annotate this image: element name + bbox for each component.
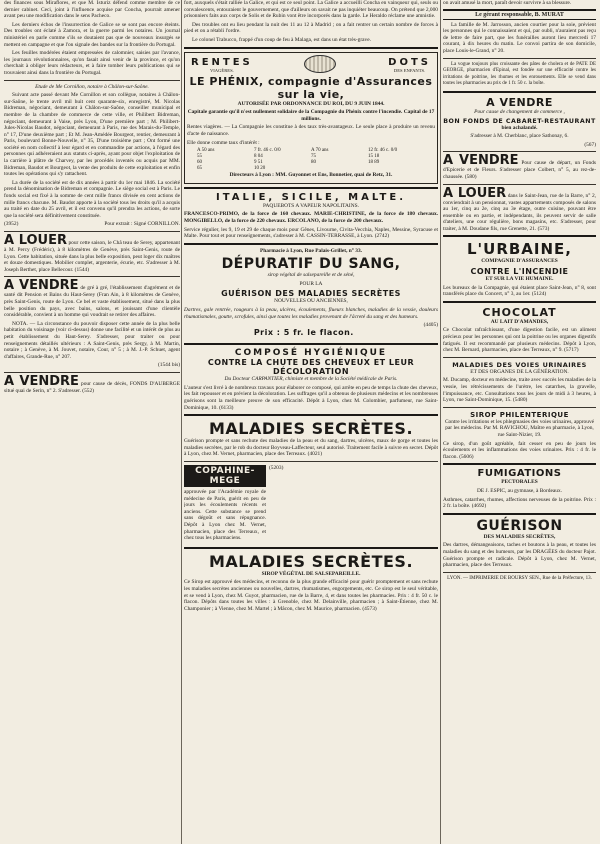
rate-cell: A 50 ans [197,148,215,154]
paragraph: La famille de M. Jarrosson, ancien courtier pour la soie, prévient les personnes qui le connaissaient et qui, par oubli, n'auraient pas reçu de lettre de faire part, que les funérailles auront lieu mercredi 17 courant, à dix heures du matin. Le convoi partira de son domicile, place Louis-le-Grand, n° 20. [443,21,596,54]
voies-number: (5480) [512,397,528,404]
pharmacie-line: Pharmacie à Lyon, Rue Palais-Grillet, n° 33. [259,247,363,254]
fumigations-subtitle: PECTORALES [501,479,538,486]
ad-number: (580) [464,173,477,180]
rate-cell: 18 89 [368,160,380,166]
divider [184,187,438,189]
dots-block [388,57,431,73]
imprimerie-line: LYON. — IMPRIMERIE DE BOURSY SEN., Rue de la Préfecture, 13. [447,575,592,581]
phenix-body: Rentes viagères. — La Compagnie les constitue à des taux très-avantageux. Le seule place à produire un revenu d'acte de naissance. [187,124,435,137]
fumigations-text: Asthmes, catarrhes, rhumes, affections nerveuses de la poitrine. Prix : 2 fr. la boîte. [443,496,596,510]
left-column [4,0,180,397]
rate-cell: 60 [197,160,202,166]
sirop-body: Contre les irritations et les phlegmasies des voies urinaires, approuvé par les médecins. Par M. RAVICHOU, Maître en pharmacie, à Lyon, rue Saint-Nizier, 19. [444,418,595,438]
divider [4,80,180,81]
depuratif-body: Dartres, gale rentrée, rougeurs à la peau, ulcères, écoulements, flueurs blanches, maladies de la vessie, douleurs rhumatismales, goutte, scrofules, ainsi que toutes les maladies provenant de l'âcreté du sang et des humeurs. [184,307,438,320]
depuratif-by: POUR LA [299,280,323,287]
guerison-title: GUÉRISON [476,517,563,534]
compose-text: L'auteur s'est livré à de nombreux travaux pour élaborer ce composé, qui arrête en peu de temps la chute des cheveux, les fait repousser et en prévient la décoloration. Les suffrages qu'il a obtenus de plusieurs médecins et les nombreuses guérisons sont la meilleure preuve de son efficacité. Dépôt à Lyon, chez M. Colombier, parfumeur, rue Saint-Dominique, 10. [184,384,438,411]
fumigations-body [443,497,596,510]
vendre-title: A VENDRE [486,95,553,109]
sirop-text: Ce sirop, d'un goût agréable, fait cesser en peu de jours les écoulements et les inflammations des voies urinaires. Prix : 4 fr. le flacon. [443,440,596,460]
phoenix-emblem-icon [304,55,336,73]
rate-cell: 10 20 [254,166,266,172]
depuratif-title: DÉPURATIF DU SANG, [221,256,401,273]
rate-cell: 9 51 [254,160,263,166]
fumigations-title: FUMIGATIONS [477,468,562,480]
column-rule [181,0,182,844]
right-column [443,0,596,584]
depuratif-number: (4405) [423,322,438,329]
left-top-paragraph: des finances sous Miraflores, et que M. Isturiz défend comme membre de ce dernier cabinet. Ceci, joint à l'influence acquise par Concha, pourrait amener avant peu une modification dans le sens Pacheco. [4,0,180,20]
ad-body: pour cause de décès, FONDS D'AUBERGE situé quai de Serin, n° 2. S'adresser. [4,380,180,394]
middle-column [184,0,438,614]
chocolat-subtitle: AU LAIT D'AMANDES, [490,318,549,325]
ad-lead: A LOUER [4,233,68,248]
chocolat-body [443,327,596,353]
rate-cell: 15 18 [368,154,380,160]
etude-number: (3952) [4,221,19,228]
ad-lead: A LOUER [443,185,507,201]
phenix-directors: Directeurs à Lyon : MM. Guyonnet et Ens, Bonnetier, quai de Retz, 31. [229,172,393,179]
vendre-fonds: BON FONDS DE CABARET-RESTAURANT [443,117,596,125]
column-rule [440,0,441,844]
ad-body: pour cette saison, le Châ teau de Serey, appartenant à M. Percy (Frédéric), à 8 kilomètres de Genève, près Saint-Genis, route de Lyon. Cette habitation, située dans la plus belle exposition, peut loger dix maîtres et douze domestiques. Mobilier complet, argenterie, écurie, etc. S'adresser à M. Joseph Berthet, place Bellecour. [4,240,180,273]
paragraph: on avait amusé la mort, paraît devoir survivre à sa blessure. [443,0,572,6]
phenix-ad [184,52,438,184]
compose-subtitle: CONTRE LA CHUTE DES CHEVEUX ET LEUR DÉCOLORATION [207,358,415,377]
voies-text: M. Ducamp, docteur en médecine, traite avec succès les maladies de la vessie, les rétrécissements de l'urètre, les catarrhes, la gravelle, l'impuissance, etc. Consultations tous les jours de midi à 3 heures, à Lyon, rue Saint-Dominique, 15. [443,377,596,404]
ad-lead: A VENDRE [443,153,519,169]
phenix-title: LE PHÉNIX, compagnie d'Assurances sur la vie, [189,74,433,101]
divider [443,91,596,93]
paragraph: Le colonel Trabucco, frappé d'un coup de feu à Malaga, est dans un état très-grave. [192,36,371,43]
urbaine-subtitle: CONTRE L'INCENDIE [470,267,569,277]
chocolat-text: Ce Chocolat rafraîchissant, d'une digestion facile, est un aliment précieux pour les personnes qui ont la poitrine ou les organes digestifs fatigués. Il est recommandé par plusieurs médecins. Dépôt à Lyon, chez M. Bernard, pharmacien, place des Terreaux, n° 9. [443,327,596,354]
vendre-subtitle: Pour cause de changement de commerce , [474,108,565,115]
urbaine-subtitle: COMPAGNIE D'ASSURANCES [481,258,558,265]
fumigations-number: (4692) [471,503,487,510]
vendre-number: (567) [584,141,596,148]
voies-title: MALADIES DES VOIES URINAIRES [452,360,587,369]
italie-title: ITALIE, SICILE, MALTE. [215,191,407,203]
compose-by: Du Docteur CARPANTIER, chimiste et membre de la Société médicale de Paris. [224,376,398,383]
etude-signature [4,221,180,228]
fumigations-by: DE J. ESPIC, au gymnase, à Bordeaux. [476,487,563,494]
maladies2-number: (4573) [362,605,377,612]
ad-lead: A VENDRE [4,373,79,389]
depuratif-price-row [184,322,438,340]
paragraph: Les feuilles modérées étaient empressées de calomnier, saisies par l'avance, les journaux révolutionnaires, qu'on fasait ainsi venir de la province, et qu'on cherchait à obliger leurs rédacteurs, et à faire tomber leurs publications qui se trouvaient ainsi dans la frontière du Portugal. [4,50,180,76]
ad-number: (573) [537,225,550,232]
divider [443,463,596,465]
divider [443,513,596,515]
rate-cell: 65 [197,166,202,172]
ad-number: (1544) [74,266,90,273]
phenix-subtitle: AUTORISÉE PAR ORDONNANCE DU ROI, DU 9 JUIN 1844. [237,100,385,107]
dots-subtitle: DES ENFANTS. [393,67,426,73]
vendre-fonds-sub: bien achalandé. [501,124,538,131]
divider [184,343,438,345]
ad-body: Pour cause de départ, un Fonds d'Epicerie et de Fleurs. S'adresser place Colbert, n° 5, au rez-de-chaussée. [443,160,596,180]
paragraph: Des troubles ont eu lieu pendant la nuit des 11 au 12 à Madrid ; on a fait rentrer un certain nombre de forces à pied et on a rétabli l'ordre. [184,21,438,35]
paragraph: Les derniers échos de l'insurrection de Galice se se sont pas encore éteints. Des troubles ont éclaté à Zamora, et la guerre parmi les notaires. Un journal ministériel en parle comme s'ils se doutaient pas que de nouveaux insurgés se mettent en campagne et que l'on signale des bandes sur la frontière du Portugal. [4,21,180,48]
maladies-number: (4021) [307,451,323,458]
copahine-details [269,465,438,544]
rate-cell: 12 fr. 46 c. 0/0 [368,148,398,154]
rentes-title: RENTES [191,56,253,68]
sirop-number: (5606) [459,453,474,460]
maladies2-body [184,579,438,612]
paragraph: fort, auxquels s'était ralliée la Galice, et qui est ce seul point. La Galice a accueilli Concha en vainqueur qui, seuls ou convalescents, entouraient le gouvernement, que d'ailleurs on savait ne pas inquiéter beaucoup. On prétend que 2,000 prisonniers faits aux corps de Solis et de Rubin vont être incorporés dans la garde. Le Heraldo réclame une amnistie. [184,0,438,20]
dots-title: DOTS [388,56,431,68]
compose-title: COMPOSÉ HYGIÉNIQUE [234,348,388,359]
guerison-body: Des dartres, démangeaisons, taches et boutons à la peau, et toutes les maladies du sang et des humeurs, par les DRAGÉES du docteur Pajot. Guérison prompte et radicale. Dépôt à Lyon, chez M. Vernet, pharmacien, place des Terreaux. [443,542,596,569]
urbaine-title: L'URBAINE, [466,240,572,259]
copahine-ad [184,465,438,544]
ad-number: (552) [82,387,94,394]
divider [184,243,438,245]
divider [184,547,438,549]
copahine-number: (5203) [269,465,284,471]
etude-body: Suivant acte passé devant Me Cornillon et son collègue, notaires à Châlon-sur-Saône, le trente avril mil huit cent quarante-six, enregistré, M. Nicolas Bidreman, négociant, demeurant à Châlon-sur-Saône, conseiller municipal et membre de la chambre de commerce de cette ville, et Philibert Bidreman, négociant, demeurant à Vaise, près Lyon, D'une première part ; M. Philibert-Jules-Nicolas Baudot, négociant, demeurant à Paris, rue des Marais-du-Temple, n° 17, D'une deuxième part ; Et M. Jean-Amédée Bourgeot, rentier, demeurant à Paris, boulevard Bonne-Nouvelle, n° 35, D'une troisième part ; Ont formé une société en nom collectif à leur égard et en commandite par actions, à l'égard des personnes qui adhéreraient aux statuts ci-après, ayant pour objet l'exploitation de la carrière à plâtre de Charvey, par les procédés inventés ou acquis par MM. Bidreman, Baudot et Bourgeot, la vente des produits de cette exploitation et enfin toutes les opérations qui s'y rattachent. [4,92,180,178]
italie-text: Service régulier, les 9, 19 et 29 de chaque mois pour Gênes, Livourne, Civita-Vecchia, Naples, Messine, Syracuse et Malte. Pour tout et pour renseignements, s'adresser à M. CASSIN-TERRASSE, à Lyon. [184,226,438,240]
divider [443,407,596,408]
rate-cell: 80 [311,160,316,166]
phenix-capital: Capitale garantie qu'il n'est nullement solidaire de la Compagnie du Phénix contre l'incendie. Capital de 17 millions. [187,109,435,122]
divider [4,276,180,277]
rates-header: Elle donne comme taux d'intérêt : [187,139,260,146]
rate-cell: 7 fr. 46 c. 0/0 [254,148,281,154]
depuratif-price: Prix : 5 fr. le flacon. [253,328,354,338]
divider [443,357,596,358]
divider [443,572,596,573]
maladies2-text: Ce Sirop est approuvé des médecins, et reconnu de la plus grande efficacité pour guérir promptement et sans rechute les maladies secrètes anciennes ou nouvelles, dartres, rhumatismes, engorgements, etc. Ce sirop est le seul véritable, et se vend à Lyon, chez M. Guyot, pharmacien, rue de la Barre, 4, et dans toutes les pharmacies. Prix : 4 fr. 50 c. le flacon. Dépôts dans toutes les villes : à Grenoble, chez M. Delainville, pharmacien ; à Saint-Étienne, chez M. Champonier ; à Vienne, chez M. Martel ; à Mâcon, chez M. Maurice, pharmacien. [184,579,438,612]
italie-subtitle: PAQUEBOTS A VAPEUR NAPOLITAINS. [263,202,359,209]
rates-table [187,148,435,172]
ad-vendre [443,155,596,180]
maladies2-subtitle: SIROP VÉGÉTAL DE SALSEPAREILLE. [261,570,361,577]
voies-body [443,377,596,403]
copahine-title: COPAHINE-MEGE [184,465,266,487]
voies-subtitle: ET DES ORGANES DE LA GÉNÉRATION. [470,368,569,375]
sirop-title: SIROP PHILENTERIQUE [470,410,569,419]
compose-number: (6133) [219,404,234,411]
compose-body [184,385,438,411]
divider [443,301,596,303]
copahine-block [184,465,266,544]
vendre-address: S'adresser à M. Cherblanc, place Sathonay, 6. [470,133,569,140]
phenix-header [187,55,435,73]
divider [443,58,596,59]
guerison-subtitle: NOUVELLES OU ANCIENNES, [274,298,348,305]
guerison-title: GUÉRISON DES MALADIES SECRÈTES [221,289,401,299]
etude-signer: Pour extrait : Signé CORNILLON. [104,221,180,228]
copahine-body: approuvée par l'Académie royale de médecine de Paris, guérit en peu de jours les écoulements récents et anciens. Cette substance se prend sans dégoût et sans répugnance. Dépôt à Lyon chez M. Vernet, pharmacien, place des Terreaux, et chez tous les pharmaciens. [184,489,266,542]
gerant-line: Le gérant responsable, B. MURAT [443,9,596,20]
chocolat-title: CHOCOLAT [482,305,557,319]
rate-cell: 75 [311,154,316,160]
etude-body: La durée de la société est de dix années à partir du 1er mai 1846. La société prend la dénomination de Bidreman et compagnie. Le siège social est à Paris. Le fonds social est fixé à la somme de cent mille francs divisée en cent actions de mille francs chacune. M. Baudot apporte à la société tous les droits qu'il a acquis au traité en date du 25 avril, et il est convenu qu'il prendra les actions, de sorte que la société sera définitivement constituée. [4,179,180,219]
rentes-block [191,57,253,73]
divider [443,184,596,185]
rate-cell: 55 [197,154,202,160]
rate-cell: A 70 ans [311,148,329,154]
guerison-subtitle: DES MALADIES SECRÈTES, [483,533,556,540]
divider [184,414,438,416]
ad-body: NOTA. — La circonstance du pouvoir disposer cette année de la plus belle habitation du voisinage (voir ci-dessus) donne une facilité et un intérêt de plus au petit établissement du Haut-Serey. S'adresser, pour traiter ou pour renseignements détaillés ultérieurs : A Saint-Genis, près Sergy, à M. Martin, notaire ; à Genève, à M. Jouvet, notaire, Cour, n° 5 ; à M. J.-P. Schuet, agent d'affaires, Grande-Rue, n° 207. [4,320,180,360]
ad-louer [4,235,180,273]
divider [4,231,180,232]
urbaine-text: Les bureaux de la Compagnie, qui étaient place Saint-Jean, n° 8, sont transférés place du Concert, n° 3, au 1er. [443,284,596,298]
divider [184,47,438,49]
ad-vendre [4,280,180,318]
ad-lead: A VENDRE [4,278,79,294]
paragraph: La vogue toujours plus croissante des pâtes de cholera et de PATE DE GEORGE, pharmacien d'Epinal, est fondée sur une efficacité contre les irritations de poitrine, les rhumes et les enrouements. Elle se vend dans toutes les pharmacies au prix de 1 fr. 50 c. la boîte. [443,61,596,87]
divider [184,461,438,462]
maladies-title: MALADIES SECRÈTES. [208,419,414,439]
maladies2-title: MALADIES SECRÈTES. [208,551,414,571]
rate-cell: 8 04 [254,154,263,160]
divider [4,372,180,373]
ad-louer [443,185,596,233]
etude-title: Etude de Me Cornillon, notaire à Châlon-sur-Saône. [35,83,149,90]
italie-number: (2742) [374,233,390,240]
sirop-body2 [443,441,596,461]
maladies-text: Guérison prompte et sans rechute des maladies de la peau et du sang, dartres, ulcères, maux de gorge et toutes les maladies secrètes, par le rob du docteur Boyveau-Laffecteur, seul autorisé. Traitement facile à suivre en secret. Dépôt à Lyon, chez M. Vernet, pharmacien, place des Terreaux. [184,438,438,458]
urbaine-number: (5124) [531,291,547,298]
ad-vendre [4,373,180,395]
rentes-subtitle: VIAGÈRES. [209,67,234,73]
chocolat-number: (5717) [564,347,579,354]
urbaine-body [443,285,596,298]
divider [443,151,596,152]
italie-ships: FRANCESCO-PRIMO, de la force de 160 chevaux. MARIE-CHRISTINE, de la force de 180 chevaux. MONGIBELLO, de la force de 220 chevaux. ERCOLANO, de la force de 200 chevaux. [184,211,438,224]
ad-body: de gré à gré, l'établissement d'agrément et de santé dit Pension et Bains du Haut-Serey (Fran Ain, à 8 kilomètres de Genève, près Saint-Genis, route de Lyon. Ce bel et vaste établissement, situé dans la plus belle position du pays, avec bains, salons, et jouissant d'une clientèle considérable, convient à un homme qui voudrait se retirer des affaires. [4,285,180,319]
maladies-body [184,438,438,458]
depuratif-subtitle: sirop végétal de salsepareille et de séné, [267,272,355,279]
italie-body [184,227,438,240]
urbaine-subtitle: ET SUR LA VIE HUMAINE. [485,276,554,283]
ad-number: (1544 bis) [157,362,180,369]
ad-body: dans le Saint-Jean, rue de la Barre, n° 2, conviendrait à un pensionnat, vastes appartements composés de salons au 1er, cinq au 2e, cinq au 3e étage, outre cuisine, pouvant être ensemble ou en partie, et indépendants, ils peuvent servir de salle d'ateliers, une cour régulière, bons magasins, etc. S'adresser, pour traiter, à M. Doudane fils, rue Grenette, 21. [443,192,596,232]
divider [443,235,596,237]
